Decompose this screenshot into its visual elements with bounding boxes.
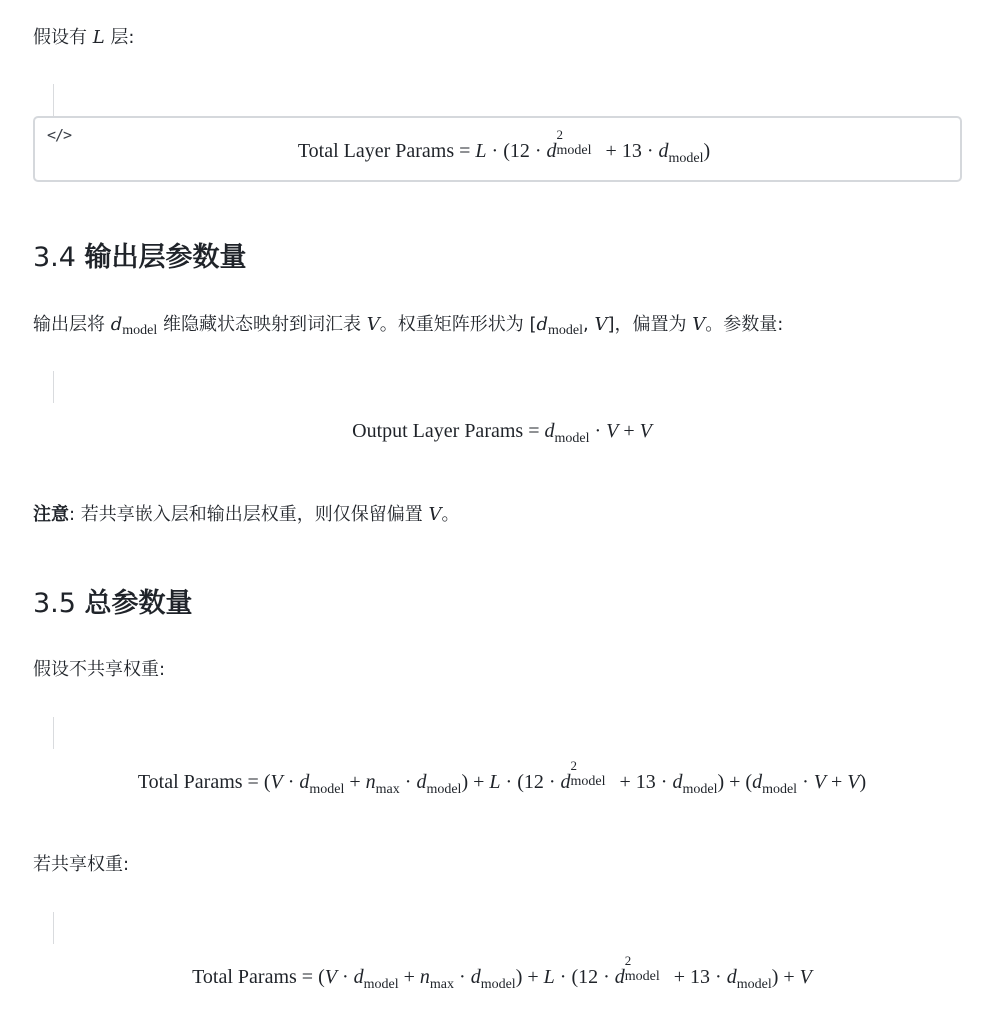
supsub [556,127,601,158]
heading-3-5 [33,586,193,622]
op: = ( [242,771,271,793]
subscript: max [429,977,455,992]
op: · [589,420,607,442]
text: 。权重矩阵形状为 [ [379,314,537,335]
subscript: model [554,431,590,446]
paragraph-share [33,852,129,878]
op: ) [703,140,711,162]
formula-output-layer-params [0,420,1004,447]
math-var: V [324,966,337,988]
math-var: n [419,966,430,988]
math-var: V [366,314,380,335]
text: 维隐藏状态映射到词汇表 [157,314,367,335]
math-var: V [799,966,812,988]
op: + 13 · [614,771,673,793]
op: · [797,771,814,793]
heading-number: 3.5 [33,588,85,619]
op: · [454,966,471,988]
text: ]，偏置为 [607,314,693,335]
text: : 若共享嵌入层和输出层权重，则仅保留偏置 [69,504,429,525]
text: 。参数量: [705,314,784,335]
math-var: V [692,314,706,335]
op: = ( [296,966,325,988]
supsub [624,953,669,984]
math-var: d [353,966,364,988]
quote-bar [53,371,54,403]
op: + [618,420,640,442]
math-var: d [672,771,683,793]
op: · (12 · [500,771,561,793]
supsub [570,758,615,789]
formula-lhs: Total Params [137,771,243,793]
text: 若共享权重: [33,854,130,875]
math-var: V [847,771,860,793]
subscript: model [624,969,660,984]
formula-total-layer-params [2,127,1004,167]
math-var: V [594,314,608,335]
op: ) + [771,966,800,988]
op: + [344,771,366,793]
code-icon[interactable]: </> [47,126,72,144]
math-var: L [543,966,555,988]
math-var: V [813,771,826,793]
note-label: 注意 [33,504,69,525]
op: ) [859,771,867,793]
subscript: model [480,977,516,992]
math-var: d [614,966,625,988]
formula-total-params-no-share [0,758,1004,798]
subscript: model [570,774,606,789]
quote-bar [53,912,54,944]
op: · [336,966,354,988]
subscript: model [363,977,399,992]
subscript: model [762,782,798,797]
quote-bar [53,717,54,749]
subscript: model [548,323,583,338]
math-var: V [639,420,652,442]
text: 。 [441,504,460,525]
op: = [454,140,476,162]
paragraph-layers [33,25,134,51]
subscript: model [556,143,592,158]
math-var: d [726,966,737,988]
text: 假设有 [33,27,93,48]
math-var: L [475,140,487,162]
op: · (12 · [554,966,615,988]
paragraph-no-share [33,657,165,683]
text: , [583,314,595,335]
math-var: d [546,140,557,162]
op: + 13 · [600,140,659,162]
op: + [398,966,420,988]
quote-bar [53,84,54,116]
math-var: V [270,771,283,793]
subscript: max [375,782,400,797]
superscript: 2 [556,127,564,142]
subscript: model [426,782,462,797]
op: ) + [461,771,490,793]
math-var: V [606,420,619,442]
heading-title: 输出层参数量 [84,242,247,273]
formula-lhs: Output Layer Params [352,420,524,442]
op: ) + [515,966,544,988]
text: 输出层将 [33,314,111,335]
heading-3-4 [33,240,247,276]
heading-number: 3.4 [33,242,85,273]
math-var: n [365,771,376,793]
math-var: d [416,771,427,793]
op: + [825,771,848,793]
code-block[interactable] [33,116,962,182]
op: · [399,771,417,793]
subscript: model [668,151,704,166]
superscript: 2 [570,758,578,773]
heading-title: 总参数量 [84,588,193,619]
math-var: d [752,771,763,793]
math-var: V [428,504,442,525]
math-var-L: L [92,27,105,48]
op: + 13 · [668,966,727,988]
op: (12 · [503,140,547,162]
superscript: 2 [624,953,632,968]
op: · [486,140,504,162]
math-var: L [489,771,501,793]
math-var: d [536,314,548,335]
paragraph-output-layer [33,312,783,344]
math-var: d [560,771,571,793]
formula-total-params-share [0,953,1004,993]
math-var: d [658,140,669,162]
math-var: d [544,420,555,442]
text: 层: [104,27,135,48]
subscript: model [309,782,345,797]
math-var: d [299,771,310,793]
subscript: model [682,782,718,797]
op: · [282,771,300,793]
subscript: model [122,323,158,338]
op: ) + ( [717,771,753,793]
math-var: d [470,966,481,988]
math-var: d [110,314,123,335]
formula-lhs: Total Layer Params [297,140,455,162]
text: 假设不共享权重: [33,659,166,680]
subscript: model [736,977,772,992]
paragraph-note [33,502,460,528]
formula-lhs: Total Params [192,966,297,988]
op: = [523,420,545,442]
